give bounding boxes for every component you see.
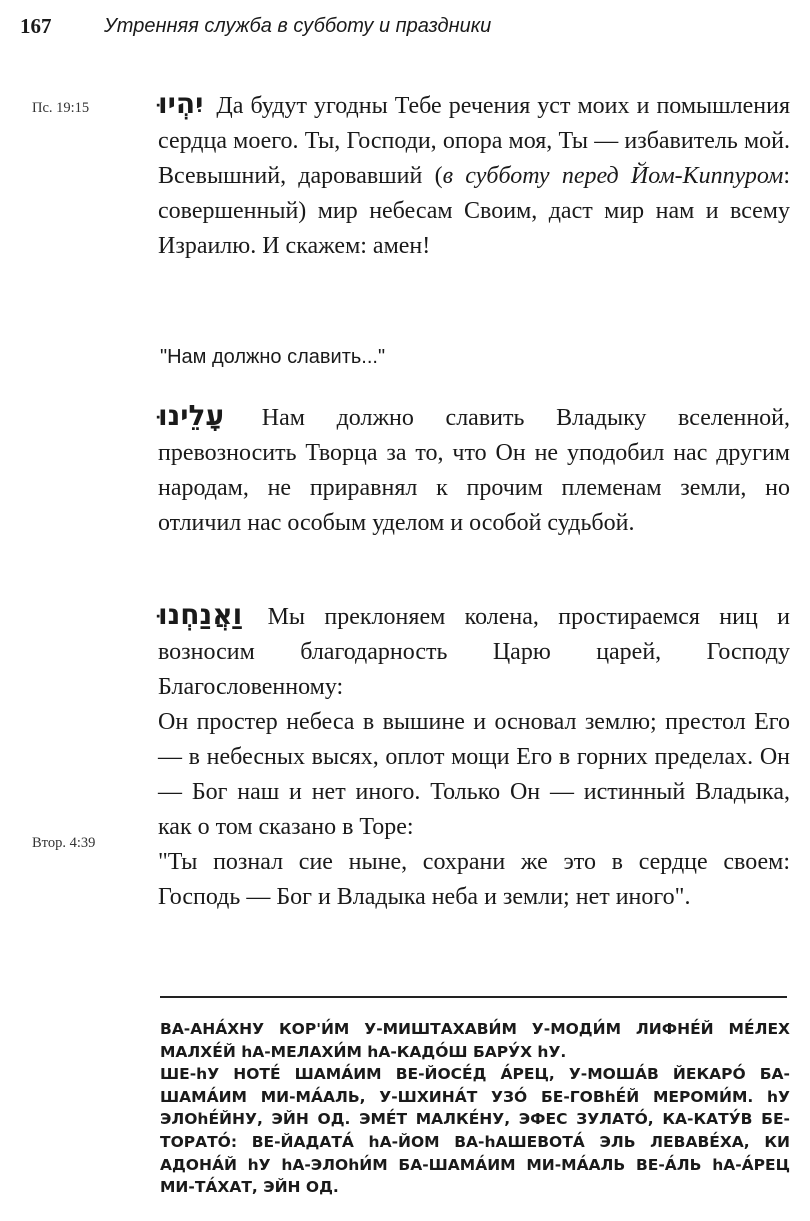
paragraph-text: Он простер небеса в вышине и основал землю; престол Его — в небесных высях, оплот мощи Его в горних пределах. Он — Бог наш и нет иного. Только Он — истинный Владыка, как о том сказано в Торе: bbox=[158, 709, 790, 840]
page-number: 167 bbox=[20, 14, 52, 38]
margin-reference-deuteronomy: Втор. 4:39 bbox=[32, 835, 96, 851]
hebrew-initial-word: עָלֵינוּ bbox=[158, 399, 225, 432]
transliteration-paragraph: ВА-АНА́ХНУ КОР'И́М У-МИШТАХАВИ́М У-МОДИ́М ЛИФНЕ́Й МЕ́ЛЕХ МАЛХЕ́Й hА-МЕЛАХИ́М hА-КАДО́Ш БАРУ́Х hУ. bbox=[160, 1020, 790, 1061]
hebrew-initial-word: יִהְיוּ bbox=[158, 87, 204, 120]
paragraph-text: : совершенный) мир небесам Своим, даст мир нам и всему Израилю. И скажем: амен! bbox=[158, 163, 790, 259]
paragraph-yihyu bbox=[158, 86, 790, 264]
paragraph-text: Да будут угодны Тебе речения уст моих и помышления сердца моего. Ты, Господи, опора моя, Ты — избавитель мой. Всевышний, даровавший ( bbox=[158, 93, 790, 189]
torah-quote: "Ты познал сие ныне, сохрани же это в сердце своем: Господь — Бог и Владыка неба и земли; нет иного". bbox=[158, 849, 790, 910]
page-header bbox=[20, 14, 800, 50]
paragraph-text: Нам должно славить Владыку вселенной, превозносить Творца за то, что Он не уподобил нас другим народам, не приравнял к прочим племенам земли, но отличил нас особым уделом и особой судьбой. bbox=[158, 405, 791, 536]
paragraph-italic-note: в субботу перед Йом-Киппуром bbox=[442, 163, 784, 189]
paragraph-vaanachnu bbox=[158, 597, 790, 915]
hebrew-initial-word: וַאֲנַחְנוּ bbox=[158, 598, 243, 631]
divider-rule bbox=[160, 996, 787, 998]
paragraph-text: Мы преклоняем колена, простираемся ниц и возносим благодарность Царю царей, Господу Благословенному: bbox=[158, 604, 790, 700]
transliteration-paragraph: ШЕ-hУ НОТЕ́ ШАМА́ИМ ВЕ-ЙОСЕ́Д А́РЕЦ, У-МОША́В ЙЕКАРО́ БА-ШАМА́ИМ МИ-МА́АЛЬ, У-ШХИНА́Т УЗО́ БЕ-ГОВhЕ́Й МЕРОМИ́М. hУ ЭЛОhЕ́ЙНУ, ЭЙН ОД. ЭМЕ́Т МАЛКЕ́НУ, ЭФЕС ЗУЛАТО́, КА-КАТУ́В БЕ-ТОРАТО́: ВЕ-ЙАДАТА́ hА-ЙОМ ВА-hАШЕВОТА́ ЭЛЬ ЛЕВАВЕ́ХА, КИ АДОНА́Й hУ hА-ЭЛОhИ́М БА-ШАМА́ИМ МИ-МА́АЛЬ ВЕ-А́ЛЬ hА-А́РЕЦ МИ-ТА́ХАТ, ЭЙН ОД. bbox=[160, 1065, 790, 1197]
section-subheading: "Нам должно славить..." bbox=[160, 346, 386, 368]
paragraph-aleinu bbox=[158, 398, 790, 541]
running-title: Утренняя служба в субботу и праздники bbox=[104, 15, 492, 37]
transliteration-block bbox=[160, 1018, 790, 1199]
margin-reference-psalms: Пс. 19:15 bbox=[32, 100, 90, 116]
